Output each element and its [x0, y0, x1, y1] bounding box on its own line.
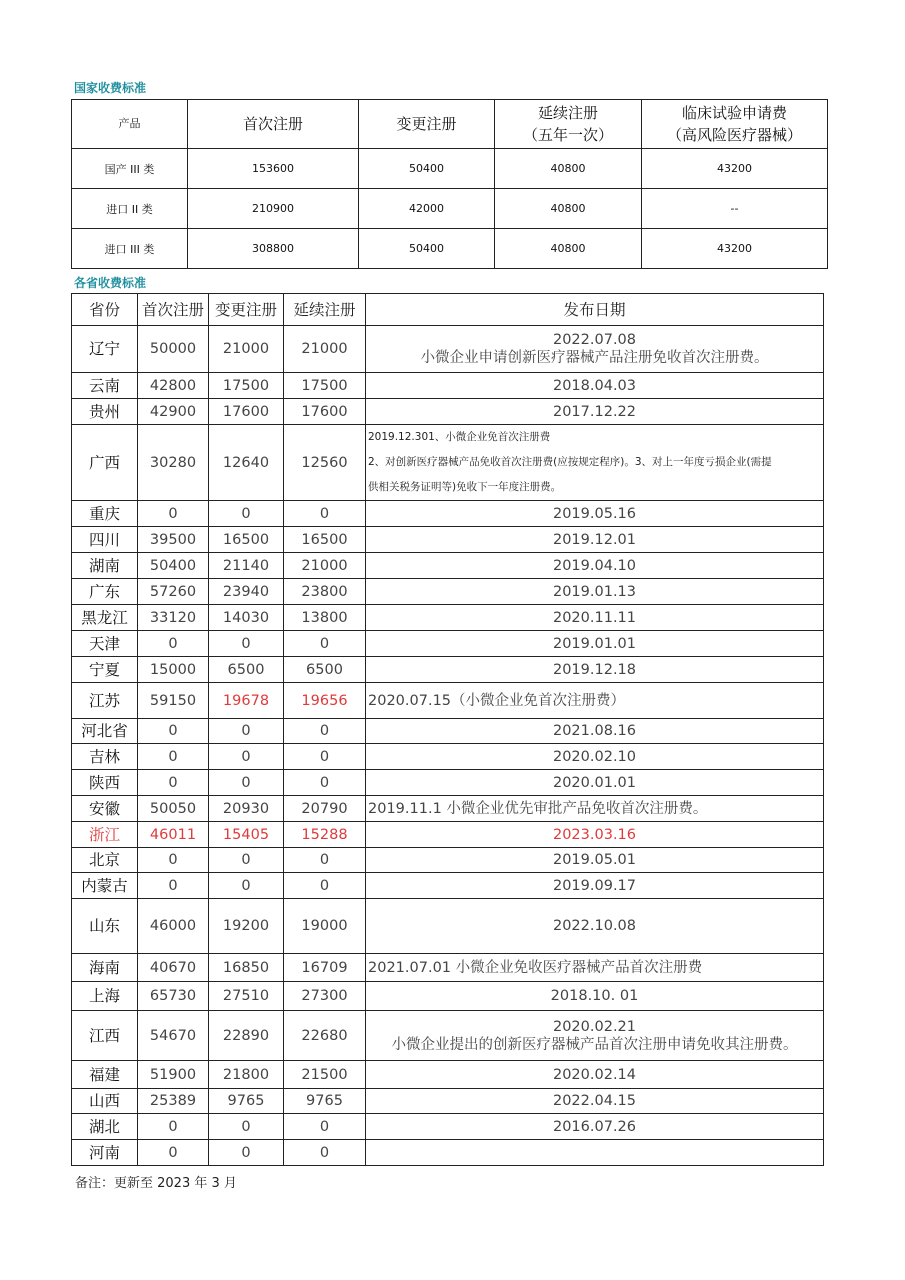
renewal-registration-fee-cell: 15288 — [284, 822, 366, 848]
province-row — [72, 719, 824, 744]
publish-date-cell — [366, 326, 824, 373]
renewal-registration-fee-cell: 0 — [284, 631, 366, 657]
publish-date-cell: 2020.02.14 — [366, 1061, 824, 1089]
province-row — [72, 579, 824, 605]
product-cell: 进口 II 类 — [72, 189, 188, 229]
renewal-registration-fee-cell: 0 — [284, 848, 366, 873]
province-name-cell: 河南 — [72, 1140, 138, 1166]
header-change-registration: 变更注册 — [359, 100, 495, 149]
renewal-registration-fee-cell: 21500 — [284, 1061, 366, 1089]
change-registration-fee-cell: 0 — [209, 848, 284, 873]
change-registration-fee-cell: 0 — [209, 631, 284, 657]
province-row — [72, 1061, 824, 1089]
first-registration-fee-cell: 0 — [138, 1114, 209, 1140]
change-registration-fee-cell: 0 — [209, 744, 284, 770]
first-registration-fee-cell: 0 — [138, 848, 209, 873]
province-row — [72, 605, 824, 631]
header-renewal-registration: 延续注册 — [284, 294, 366, 326]
province-row — [72, 954, 824, 982]
province-name-cell: 湖北 — [72, 1114, 138, 1140]
publish-date-cell: 2016.07.26 — [366, 1114, 824, 1140]
renewal-registration-fee-cell: 17500 — [284, 373, 366, 399]
header-change-registration: 变更注册 — [209, 294, 284, 326]
first-registration-fee-cell: 0 — [138, 631, 209, 657]
province-name-cell: 广西 — [72, 425, 138, 501]
renewal-registration-fee-cell: 9765 — [284, 1089, 366, 1114]
province-row — [72, 553, 824, 579]
first-registration-fee-cell: 0 — [138, 1140, 209, 1166]
publish-date-cell: 2020.11.11 — [366, 605, 824, 631]
renewal-registration-fee-cell: 17600 — [284, 399, 366, 425]
change-registration-fee-cell: 23940 — [209, 579, 284, 605]
first-registration-fee-cell: 59150 — [138, 683, 209, 719]
first-registration-fee-cell: 46000 — [138, 899, 209, 954]
province-name-cell: 辽宁 — [72, 326, 138, 373]
national-row — [72, 149, 828, 189]
footnote: 备注：更新至 2023 年 3 月 — [75, 1176, 237, 1191]
header-publish-date: 发布日期 — [366, 294, 824, 326]
change-registration-fee-cell: 12640 — [209, 425, 284, 501]
national-row — [72, 229, 828, 269]
province-name-cell: 湖南 — [72, 553, 138, 579]
province-row — [72, 1140, 824, 1166]
change-registration-fee-cell: 17600 — [209, 399, 284, 425]
first-registration-fee-cell: 42800 — [138, 373, 209, 399]
publish-date-cell: 2022.10.08 — [366, 899, 824, 954]
first-registration-fee-cell: 15000 — [138, 657, 209, 683]
publish-date-cell: 2018.04.03 — [366, 373, 824, 399]
province-name-cell: 贵州 — [72, 399, 138, 425]
publish-date-cell: 2019.09.17 — [366, 873, 824, 899]
province-row — [72, 848, 824, 873]
change-registration-fee-cell: 22890 — [209, 1011, 284, 1061]
first-registration-fee-cell: 0 — [138, 719, 209, 744]
change-registration-fee-cell: 16850 — [209, 954, 284, 982]
province-name-cell: 四川 — [72, 527, 138, 553]
change-registration-fee-cell: 21800 — [209, 1061, 284, 1089]
publish-note-line: 小微企业提出的创新医疗器械产品首次注册申请免收其注册费。 — [391, 1036, 798, 1053]
province-row — [72, 899, 824, 954]
first-registration-fee-cell: 50400 — [138, 553, 209, 579]
province-row — [72, 425, 824, 501]
change-registration-fee-cell: 16500 — [209, 527, 284, 553]
province-name-cell: 陕西 — [72, 770, 138, 796]
publish-date-cell: 2017.12.22 — [366, 399, 824, 425]
renewal-registration-fee-cell: 0 — [284, 873, 366, 899]
province-row — [72, 770, 824, 796]
publish-date-cell: 2020.07.15（小微企业免首次注册费） — [366, 683, 824, 719]
province-name-cell: 黑龙江 — [72, 605, 138, 631]
province-name-cell: 山东 — [72, 899, 138, 954]
province-row — [72, 631, 824, 657]
fee-cell: 40800 — [495, 189, 642, 229]
national-fee-table — [71, 99, 828, 269]
province-name-cell: 北京 — [72, 848, 138, 873]
province-row — [72, 683, 824, 719]
first-registration-fee-cell: 50050 — [138, 796, 209, 822]
publish-date-line: 2019.12.301、小微企业免首次注册费 — [368, 431, 551, 443]
renewal-registration-fee-cell: 0 — [284, 1140, 366, 1166]
fee-cell: 42000 — [359, 189, 495, 229]
province-name-cell: 安徽 — [72, 796, 138, 822]
province-row — [72, 501, 824, 527]
change-registration-fee-cell: 27510 — [209, 982, 284, 1011]
change-registration-fee-cell: 0 — [209, 719, 284, 744]
province-name-cell: 重庆 — [72, 501, 138, 527]
province-name-cell: 江西 — [72, 1011, 138, 1061]
province-name-cell: 天津 — [72, 631, 138, 657]
renewal-registration-fee-cell: 27300 — [284, 982, 366, 1011]
province-name-cell: 云南 — [72, 373, 138, 399]
change-registration-fee-cell: 20930 — [209, 796, 284, 822]
first-registration-fee-cell: 30280 — [138, 425, 209, 501]
header-clinical-sub: （高风险医疗器械） — [666, 126, 802, 144]
publish-date-cell: 2019.11.1 小微企业优先审批产品免收首次注册费。 — [366, 796, 824, 822]
province-name-cell: 上海 — [72, 982, 138, 1011]
province-row — [72, 1114, 824, 1140]
province-row — [72, 657, 824, 683]
province-row — [72, 873, 824, 899]
first-registration-fee-cell: 25389 — [138, 1089, 209, 1114]
first-registration-fee-cell: 54670 — [138, 1011, 209, 1061]
renewal-registration-fee-cell: 0 — [284, 770, 366, 796]
change-registration-fee-cell: 0 — [209, 873, 284, 899]
first-registration-fee-cell: 42900 — [138, 399, 209, 425]
publish-date-line: 2022.07.08 — [552, 332, 637, 348]
fee-cell: 308800 — [188, 229, 359, 269]
change-registration-fee-cell: 0 — [209, 770, 284, 796]
national-header-row — [72, 100, 828, 149]
province-name-cell: 河北省 — [72, 719, 138, 744]
fee-cell: -- — [642, 189, 828, 229]
province-name-cell: 内蒙古 — [72, 873, 138, 899]
province-name-cell: 福建 — [72, 1061, 138, 1089]
province-fee-table — [71, 293, 824, 1166]
change-registration-fee-cell: 0 — [209, 1114, 284, 1140]
header-first-registration: 首次注册 — [138, 294, 209, 326]
province-row — [72, 1089, 824, 1114]
renewal-registration-fee-cell: 12560 — [284, 425, 366, 501]
province-name-cell: 山西 — [72, 1089, 138, 1114]
change-registration-fee-cell: 21000 — [209, 326, 284, 373]
renewal-registration-fee-cell: 16500 — [284, 527, 366, 553]
header-renewal-registration — [495, 100, 642, 149]
province-name-cell: 海南 — [72, 954, 138, 982]
publish-date-cell: 2019.04.10 — [366, 553, 824, 579]
renewal-registration-fee-cell: 0 — [284, 501, 366, 527]
publish-date-cell: 2018.10. 01 — [366, 982, 824, 1011]
fee-cell: 50400 — [359, 229, 495, 269]
renewal-registration-fee-cell: 21000 — [284, 553, 366, 579]
province-row — [72, 527, 824, 553]
renewal-registration-fee-cell: 21000 — [284, 326, 366, 373]
first-registration-fee-cell: 50000 — [138, 326, 209, 373]
renewal-registration-fee-cell: 19656 — [284, 683, 366, 719]
province-row — [72, 744, 824, 770]
first-registration-fee-cell: 0 — [138, 770, 209, 796]
first-registration-fee-cell: 39500 — [138, 527, 209, 553]
province-header-row — [72, 294, 824, 326]
renewal-registration-fee-cell: 0 — [284, 744, 366, 770]
change-registration-fee-cell: 15405 — [209, 822, 284, 848]
publish-date-cell: 2019.05.01 — [366, 848, 824, 873]
publish-date-cell: 2021.07.01 小微企业免收医疗器械产品首次注册费 — [366, 954, 824, 982]
renewal-registration-fee-cell: 16709 — [284, 954, 366, 982]
first-registration-fee-cell: 57260 — [138, 579, 209, 605]
change-registration-fee-cell: 19678 — [209, 683, 284, 719]
first-registration-fee-cell: 33120 — [138, 605, 209, 631]
header-clinical-trial-fee — [642, 100, 828, 149]
fee-cell: 153600 — [188, 149, 359, 189]
first-registration-fee-cell: 46011 — [138, 822, 209, 848]
publish-note-line: 小微企业申请创新医疗器械产品注册免收首次注册费。 — [420, 350, 769, 366]
header-first-registration: 首次注册 — [188, 100, 359, 149]
fee-cell: 210900 — [188, 189, 359, 229]
fee-cell: 50400 — [359, 149, 495, 189]
change-registration-fee-cell: 0 — [209, 501, 284, 527]
publish-date-cell: 2019.01.13 — [366, 579, 824, 605]
national-row — [72, 189, 828, 229]
change-registration-fee-cell: 6500 — [209, 657, 284, 683]
change-registration-fee-cell: 9765 — [209, 1089, 284, 1114]
province-row — [72, 373, 824, 399]
first-registration-fee-cell: 0 — [138, 744, 209, 770]
fee-cell: 43200 — [642, 229, 828, 269]
first-registration-fee-cell: 65730 — [138, 982, 209, 1011]
fee-cell: 40800 — [495, 229, 642, 269]
renewal-registration-fee-cell: 0 — [284, 1114, 366, 1140]
header-renewal-label: 延续注册 — [537, 104, 598, 122]
province-name-cell: 江苏 — [72, 683, 138, 719]
first-registration-fee-cell: 51900 — [138, 1061, 209, 1089]
first-registration-fee-cell: 0 — [138, 501, 209, 527]
header-province: 省份 — [72, 294, 138, 326]
renewal-registration-fee-cell: 0 — [284, 719, 366, 744]
publish-date-cell — [366, 1140, 824, 1166]
publish-date-cell: 2022.04.15 — [366, 1089, 824, 1114]
first-registration-fee-cell: 40670 — [138, 954, 209, 982]
province-row — [72, 982, 824, 1011]
header-product: 产品 — [72, 100, 188, 149]
province-row — [72, 399, 824, 425]
change-registration-fee-cell: 17500 — [209, 373, 284, 399]
publish-note-line: 供相关税务证明等)免收下一年度注册费。 — [368, 481, 562, 493]
province-fee-title: 各省收费标准 — [74, 276, 147, 290]
first-registration-fee-cell: 0 — [138, 873, 209, 899]
renewal-registration-fee-cell: 13800 — [284, 605, 366, 631]
publish-date-cell: 2019.12.18 — [366, 657, 824, 683]
province-name-cell: 广东 — [72, 579, 138, 605]
publish-date-cell: 2023.03.16 — [366, 822, 824, 848]
publish-date-cell: 2020.01.01 — [366, 770, 824, 796]
province-name-cell: 浙江 — [72, 822, 138, 848]
province-row — [72, 796, 824, 822]
publish-note-line: 2、对创新医疗器械产品免收首次注册费(应按规定程序)。3、对上一年度亏损企业(需提 — [368, 456, 772, 468]
province-row — [72, 1011, 824, 1061]
header-renewal-sub: （五年一次） — [522, 126, 613, 144]
province-name-cell: 宁夏 — [72, 657, 138, 683]
renewal-registration-fee-cell: 22680 — [284, 1011, 366, 1061]
publish-date-cell: 2019.01.01 — [366, 631, 824, 657]
renewal-registration-fee-cell: 19000 — [284, 899, 366, 954]
renewal-registration-fee-cell: 20790 — [284, 796, 366, 822]
change-registration-fee-cell: 21140 — [209, 553, 284, 579]
product-cell: 国产 III 类 — [72, 149, 188, 189]
publish-date-cell — [366, 1011, 824, 1061]
renewal-registration-fee-cell: 6500 — [284, 657, 366, 683]
province-name-cell: 吉林 — [72, 744, 138, 770]
publish-date-cell: 2021.08.16 — [366, 719, 824, 744]
renewal-registration-fee-cell: 23800 — [284, 579, 366, 605]
publish-date-line: 2020.02.21 — [552, 1018, 637, 1035]
fee-cell: 43200 — [642, 149, 828, 189]
national-fee-title: 国家收费标准 — [74, 81, 147, 95]
change-registration-fee-cell: 14030 — [209, 605, 284, 631]
change-registration-fee-cell: 19200 — [209, 899, 284, 954]
header-clinical-label: 临床试验申请费 — [681, 104, 787, 122]
province-row — [72, 822, 824, 848]
change-registration-fee-cell: 0 — [209, 1140, 284, 1166]
publish-date-cell: 2020.02.10 — [366, 744, 824, 770]
publish-date-cell — [366, 425, 824, 501]
province-row — [72, 326, 824, 373]
publish-date-cell: 2019.05.16 — [366, 501, 824, 527]
product-cell: 进口 III 类 — [72, 229, 188, 269]
fee-cell: 40800 — [495, 149, 642, 189]
publish-date-cell: 2019.12.01 — [366, 527, 824, 553]
